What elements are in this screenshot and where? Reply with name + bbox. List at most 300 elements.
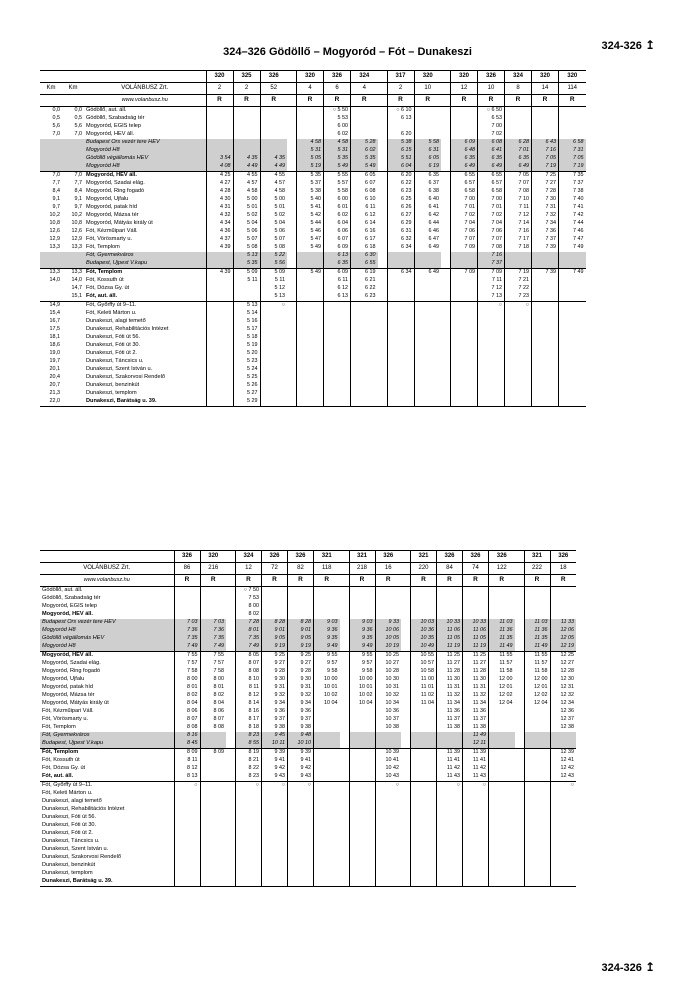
departure-time: 7 11: [478, 277, 505, 285]
departure-time: [351, 358, 378, 366]
departure-time: 11 31: [437, 684, 463, 692]
departure-time: 7 04: [451, 220, 478, 228]
departure-time: 9 41: [262, 757, 288, 765]
column-gap: [401, 765, 411, 773]
departure-time: [351, 382, 378, 390]
route-number: 320: [200, 551, 226, 563]
departure-time: [174, 846, 200, 854]
service-mark-row: [40, 575, 576, 587]
departure-time: 12 27: [550, 660, 576, 668]
departure-time: [324, 318, 351, 326]
departure-time: [489, 773, 515, 782]
service-mark: R: [200, 575, 226, 587]
column-gap: [441, 172, 451, 181]
column-gap: [378, 366, 388, 374]
departure-time: [532, 277, 559, 285]
departure-time: 9 35: [349, 635, 375, 643]
column-gap: [401, 854, 411, 862]
column-gap: [340, 595, 350, 603]
column-gap: [226, 798, 236, 806]
trip-number: 220: [411, 563, 437, 575]
departure-time: [206, 398, 233, 407]
departure-time: 10 36: [375, 708, 401, 716]
departure-time: 8 05: [236, 652, 262, 661]
departure-time: 7 18: [505, 244, 532, 252]
route-number: 320: [297, 71, 324, 83]
column-gap: [378, 123, 388, 131]
departure-time: [489, 611, 515, 619]
departure-time: [524, 790, 550, 798]
stop-name: Mogyoród, Szadai elág.: [86, 180, 145, 187]
departure-time: 4 39: [206, 269, 233, 278]
departure-time: [351, 350, 378, 358]
stop-row: [40, 757, 576, 765]
departure-time: [532, 358, 559, 366]
stop-row: [40, 269, 586, 278]
departure-time: [532, 293, 559, 302]
departure-time: [324, 358, 351, 366]
departure-time: [206, 374, 233, 382]
column-gap: [226, 708, 236, 716]
departure-time: [505, 334, 532, 342]
departure-time: [411, 716, 437, 724]
departure-time: 11 32: [463, 692, 489, 700]
departure-time: [297, 374, 324, 382]
column-gap: [226, 595, 236, 603]
website-link[interactable]: www.volanbusz.hu: [40, 575, 174, 587]
departure-time: [505, 107, 532, 116]
column-gap: [515, 870, 525, 878]
departure-time: [411, 798, 437, 806]
departure-time: [351, 310, 378, 318]
departure-time: [297, 366, 324, 374]
stop-name: Dunakeszi, Szent István u.: [86, 366, 153, 373]
trip-number: [441, 83, 451, 95]
departure-time: 6 12: [351, 212, 378, 220]
departure-time: 11 36: [463, 708, 489, 716]
column-gap: [378, 374, 388, 382]
stop-name: Fót, Kézműipari Váll.: [86, 228, 138, 235]
column-gap: [401, 587, 411, 596]
departure-time: [414, 398, 441, 407]
column-gap: [287, 285, 297, 293]
departure-time: [489, 716, 515, 724]
departure-time: [349, 790, 375, 798]
stop-row: [40, 668, 576, 676]
departure-time: 6 34: [387, 244, 414, 252]
departure-time: 9 43: [262, 773, 288, 782]
km-value: 10,2: [49, 212, 60, 219]
column-gap: [515, 854, 525, 862]
column-gap: [340, 652, 350, 661]
column-gap: [340, 830, 350, 838]
column-gap: [401, 700, 411, 708]
departure-time: [174, 838, 200, 846]
departure-time: 7 05: [505, 172, 532, 181]
departure-time: [200, 814, 226, 822]
departure-time: 7 38: [559, 188, 586, 196]
departure-time: [505, 260, 532, 269]
column-gap: [378, 155, 388, 163]
departure-time: 12 11: [463, 740, 489, 749]
departure-time: [260, 326, 287, 334]
column-gap: [378, 107, 388, 116]
column-gap: [226, 660, 236, 668]
departure-time: [478, 382, 505, 390]
stop-row: [40, 782, 576, 791]
column-gap: [401, 749, 411, 758]
departure-time: [314, 878, 340, 887]
departure-time: [375, 611, 401, 619]
departure-time: 8 12: [174, 765, 200, 773]
column-gap: [515, 830, 525, 838]
departure-time: [375, 806, 401, 814]
departure-time: [451, 382, 478, 390]
departure-time: [262, 830, 288, 838]
departure-time: [349, 862, 375, 870]
departure-time: 6 35: [414, 172, 441, 181]
departure-time: 5 40: [297, 196, 324, 204]
departure-time: 11 05: [437, 635, 463, 643]
departure-time: [387, 302, 414, 311]
trip-number: 2: [206, 83, 233, 95]
departure-time: ○: [375, 782, 401, 791]
departure-time: 12 04: [489, 700, 515, 708]
column-gap: [340, 862, 350, 870]
connection-row: [40, 139, 586, 147]
departure-time: 8 16: [236, 708, 262, 716]
departure-time: 6 00: [324, 196, 351, 204]
departure-time: 10 37: [375, 716, 401, 724]
column-gap: [401, 611, 411, 619]
departure-time: [200, 854, 226, 862]
km-value: [40, 285, 62, 293]
departure-time: 7 17: [505, 236, 532, 244]
departure-time: 8 17: [236, 716, 262, 724]
departure-time: 7 19: [532, 163, 559, 172]
departure-time: [505, 358, 532, 366]
service-mark: R: [437, 575, 463, 587]
departure-time: ○: [262, 782, 288, 791]
arrow-up-icon: ↥: [644, 38, 655, 52]
km-value: 7,0: [62, 172, 84, 181]
departure-time: [174, 814, 200, 822]
column-gap: [401, 846, 411, 854]
departure-time: 9 25: [262, 652, 288, 661]
stop-row: [40, 878, 576, 887]
column-gap: [441, 204, 451, 212]
departure-time: [351, 302, 378, 311]
departure-time: 8 04: [174, 700, 200, 708]
km-label: Km: [40, 83, 62, 95]
departure-time: 6 55: [451, 172, 478, 181]
column-gap: [287, 260, 297, 269]
km-value: 9,1: [74, 196, 82, 203]
column-gap: [340, 643, 350, 652]
km-value: 9,7: [52, 204, 60, 211]
departure-time: 4 55: [260, 172, 287, 181]
stop-row: [40, 131, 586, 139]
departure-time: [550, 838, 576, 846]
stop-name: Gödöllő, Szabadság tér: [42, 595, 101, 602]
departure-time: 10 34: [375, 700, 401, 708]
departure-time: [550, 595, 576, 603]
trip-number: 216: [200, 563, 226, 575]
departure-time: [349, 798, 375, 806]
departure-time: [411, 854, 437, 862]
column-gap: [340, 798, 350, 806]
departure-time: 11 49: [524, 643, 550, 652]
stop-row: [40, 196, 586, 204]
departure-time: [463, 587, 489, 596]
departure-time: [524, 595, 550, 603]
column-gap: [441, 163, 451, 172]
departure-time: [375, 846, 401, 854]
connection-row: [40, 732, 576, 740]
stop-row: [40, 220, 586, 228]
departure-time: 7 19: [505, 269, 532, 278]
column-gap: [401, 676, 411, 684]
stop-name: Mogyoród H8: [84, 147, 206, 155]
km-value: 7,0: [40, 172, 62, 181]
column-gap: [441, 107, 451, 116]
departure-time: [411, 822, 437, 830]
stop-name: Mogyoród, EGIS telep: [42, 603, 98, 610]
departure-time: 6 49: [451, 163, 478, 172]
departure-time: [414, 285, 441, 293]
trip-number: [515, 563, 525, 575]
column-gap: [226, 684, 236, 692]
stop-name: Mogyoród, EGIS telep: [86, 123, 142, 130]
departure-time: [349, 830, 375, 838]
departure-time: 11 49: [463, 732, 489, 740]
column-gap: [340, 765, 350, 773]
departure-time: 9 28: [288, 668, 314, 676]
departure-time: [297, 358, 324, 366]
stop-row: [40, 870, 576, 878]
departure-time: [505, 115, 532, 123]
departure-time: [314, 765, 340, 773]
departure-time: 8 16: [174, 732, 200, 740]
km-value: 14,7: [71, 285, 82, 292]
column-gap: [401, 798, 411, 806]
column-gap: [441, 188, 451, 196]
departure-time: 6 02: [324, 131, 351, 139]
departure-time: [387, 398, 414, 407]
departure-time: [233, 115, 260, 123]
service-mark: R: [236, 575, 262, 587]
departure-time: 5 11: [260, 277, 287, 285]
departure-time: 8 23: [236, 732, 262, 740]
departure-time: [463, 822, 489, 830]
departure-time: [489, 749, 515, 758]
departure-time: [489, 870, 515, 878]
departure-time: [288, 595, 314, 603]
departure-time: 8 00: [200, 676, 226, 684]
departure-time: ○ 6 50: [478, 107, 505, 116]
departure-time: 7 02: [451, 212, 478, 220]
km-value: 15,4: [49, 310, 60, 317]
departure-time: [200, 587, 226, 596]
column-gap: [515, 773, 525, 782]
departure-time: 11 04: [411, 700, 437, 708]
trip-number: 222: [524, 563, 550, 575]
departure-time: [550, 732, 576, 740]
departure-time: [414, 293, 441, 302]
departure-time: [559, 358, 586, 366]
departure-time: [324, 398, 351, 407]
departure-time: 8 19: [236, 749, 262, 758]
km-value: [62, 260, 84, 269]
departure-time: [349, 854, 375, 862]
km-value: 12,9: [71, 236, 82, 243]
departure-time: 4 58: [260, 188, 287, 196]
departure-time: [200, 878, 226, 887]
departure-time: [532, 350, 559, 358]
departure-time: [262, 611, 288, 619]
departure-time: 10 05: [375, 635, 401, 643]
departure-time: 5 00: [260, 196, 287, 204]
trip-number: 86: [174, 563, 200, 575]
departure-time: [414, 358, 441, 366]
departure-time: [236, 870, 262, 878]
departure-time: 5 29: [233, 398, 260, 407]
departure-time: 8 07: [236, 660, 262, 668]
departure-time: 5 16: [233, 318, 260, 326]
departure-time: [314, 806, 340, 814]
column-gap: [287, 390, 297, 398]
departure-time: 7 07: [478, 236, 505, 244]
column-gap: [401, 627, 411, 635]
departure-time: 5 42: [297, 212, 324, 220]
departure-time: 6 08: [351, 188, 378, 196]
departure-time: 9 57: [314, 660, 340, 668]
departure-time: [411, 611, 437, 619]
column-gap: [378, 342, 388, 350]
column-gap: [515, 749, 525, 758]
trip-number: 14: [532, 83, 559, 95]
departure-time: [297, 326, 324, 334]
km-value: 16,7: [49, 318, 60, 325]
column-gap: [287, 212, 297, 220]
departure-time: [206, 252, 233, 260]
departure-time: 3 54: [206, 155, 233, 163]
departure-time: 7 46: [559, 228, 586, 236]
departure-time: 9 36: [262, 708, 288, 716]
departure-time: [314, 757, 340, 765]
departure-time: [463, 870, 489, 878]
departure-time: 7 37: [532, 236, 559, 244]
departure-time: 7 35: [559, 172, 586, 181]
departure-time: 10 35: [411, 635, 437, 643]
stop-name: Mogyoród, HÉV áll.: [42, 611, 93, 618]
stop-name: Dunakeszi, Fóti út 30.: [86, 342, 141, 349]
departure-time: [200, 838, 226, 846]
departure-time: 7 30: [532, 196, 559, 204]
departure-time: 9 30: [262, 676, 288, 684]
departure-time: 5 08: [233, 244, 260, 252]
departure-time: [174, 611, 200, 619]
stop-name: Gödöllő, Szabadság tér: [86, 115, 145, 122]
departure-time: [206, 115, 233, 123]
departure-time: 9 05: [288, 635, 314, 643]
connection-row: [40, 155, 586, 163]
column-gap: [226, 790, 236, 798]
departure-time: [349, 708, 375, 716]
header-blank: [62, 95, 84, 107]
departure-time: 8 10: [236, 676, 262, 684]
departure-time: 5 53: [324, 115, 351, 123]
stop-name: Mogyoród, Újfalu: [86, 196, 129, 203]
column-gap: [226, 732, 236, 740]
departure-time: [260, 139, 287, 147]
departure-time: 10 03: [411, 619, 437, 627]
departure-time: 9 01: [262, 627, 288, 635]
departure-time: 7 53: [236, 595, 262, 603]
route-number: [515, 551, 525, 563]
departure-time: [236, 854, 262, 862]
column-gap: [441, 115, 451, 123]
departure-time: 9 45: [262, 732, 288, 740]
service-mark: [340, 575, 350, 587]
departure-time: [174, 595, 200, 603]
column-gap: [340, 806, 350, 814]
departure-time: 6 17: [351, 236, 378, 244]
departure-time: 12 25: [550, 652, 576, 661]
departure-time: [451, 310, 478, 318]
column-gap: [340, 660, 350, 668]
departure-time: 9 30: [288, 676, 314, 684]
departure-time: [351, 374, 378, 382]
departure-time: 8 23: [236, 773, 262, 782]
route-tag-label-bottom: 324-326: [601, 962, 642, 974]
header-blank: [40, 71, 62, 83]
column-gap: [287, 342, 297, 350]
stop-row: [40, 382, 586, 390]
km-value: [62, 374, 84, 382]
departure-time: [411, 790, 437, 798]
stop-row: [40, 374, 586, 382]
stop-row: [40, 228, 586, 236]
departure-time: 4 57: [260, 180, 287, 188]
departure-time: [262, 587, 288, 596]
route-number: 326: [463, 551, 489, 563]
column-gap: [340, 854, 350, 862]
departure-time: [505, 374, 532, 382]
departure-time: 8 02: [200, 692, 226, 700]
departure-time: 10 39: [375, 749, 401, 758]
departure-time: 10 25: [375, 652, 401, 661]
stop-name: Budapest Örs vezér tere HÉV: [84, 139, 206, 147]
stop-row: [40, 652, 576, 661]
website-link[interactable]: www.volanbusz.hu: [84, 95, 206, 107]
departure-time: [314, 838, 340, 846]
stop-name: Fót, Templom: [86, 244, 120, 251]
stop-name: Budapest Örs vezér tere HÉV: [40, 619, 174, 627]
departure-time: [375, 798, 401, 806]
departure-time: [200, 765, 226, 773]
column-gap: [441, 293, 451, 302]
departure-time: 10 58: [411, 668, 437, 676]
departure-time: 10 01: [314, 684, 340, 692]
column-gap: [340, 627, 350, 635]
departure-time: [532, 390, 559, 398]
departure-time: 5 28: [351, 139, 378, 147]
column-gap: [287, 172, 297, 181]
departure-time: [375, 878, 401, 887]
departure-time: [451, 293, 478, 302]
departure-time: 9 31: [288, 684, 314, 692]
